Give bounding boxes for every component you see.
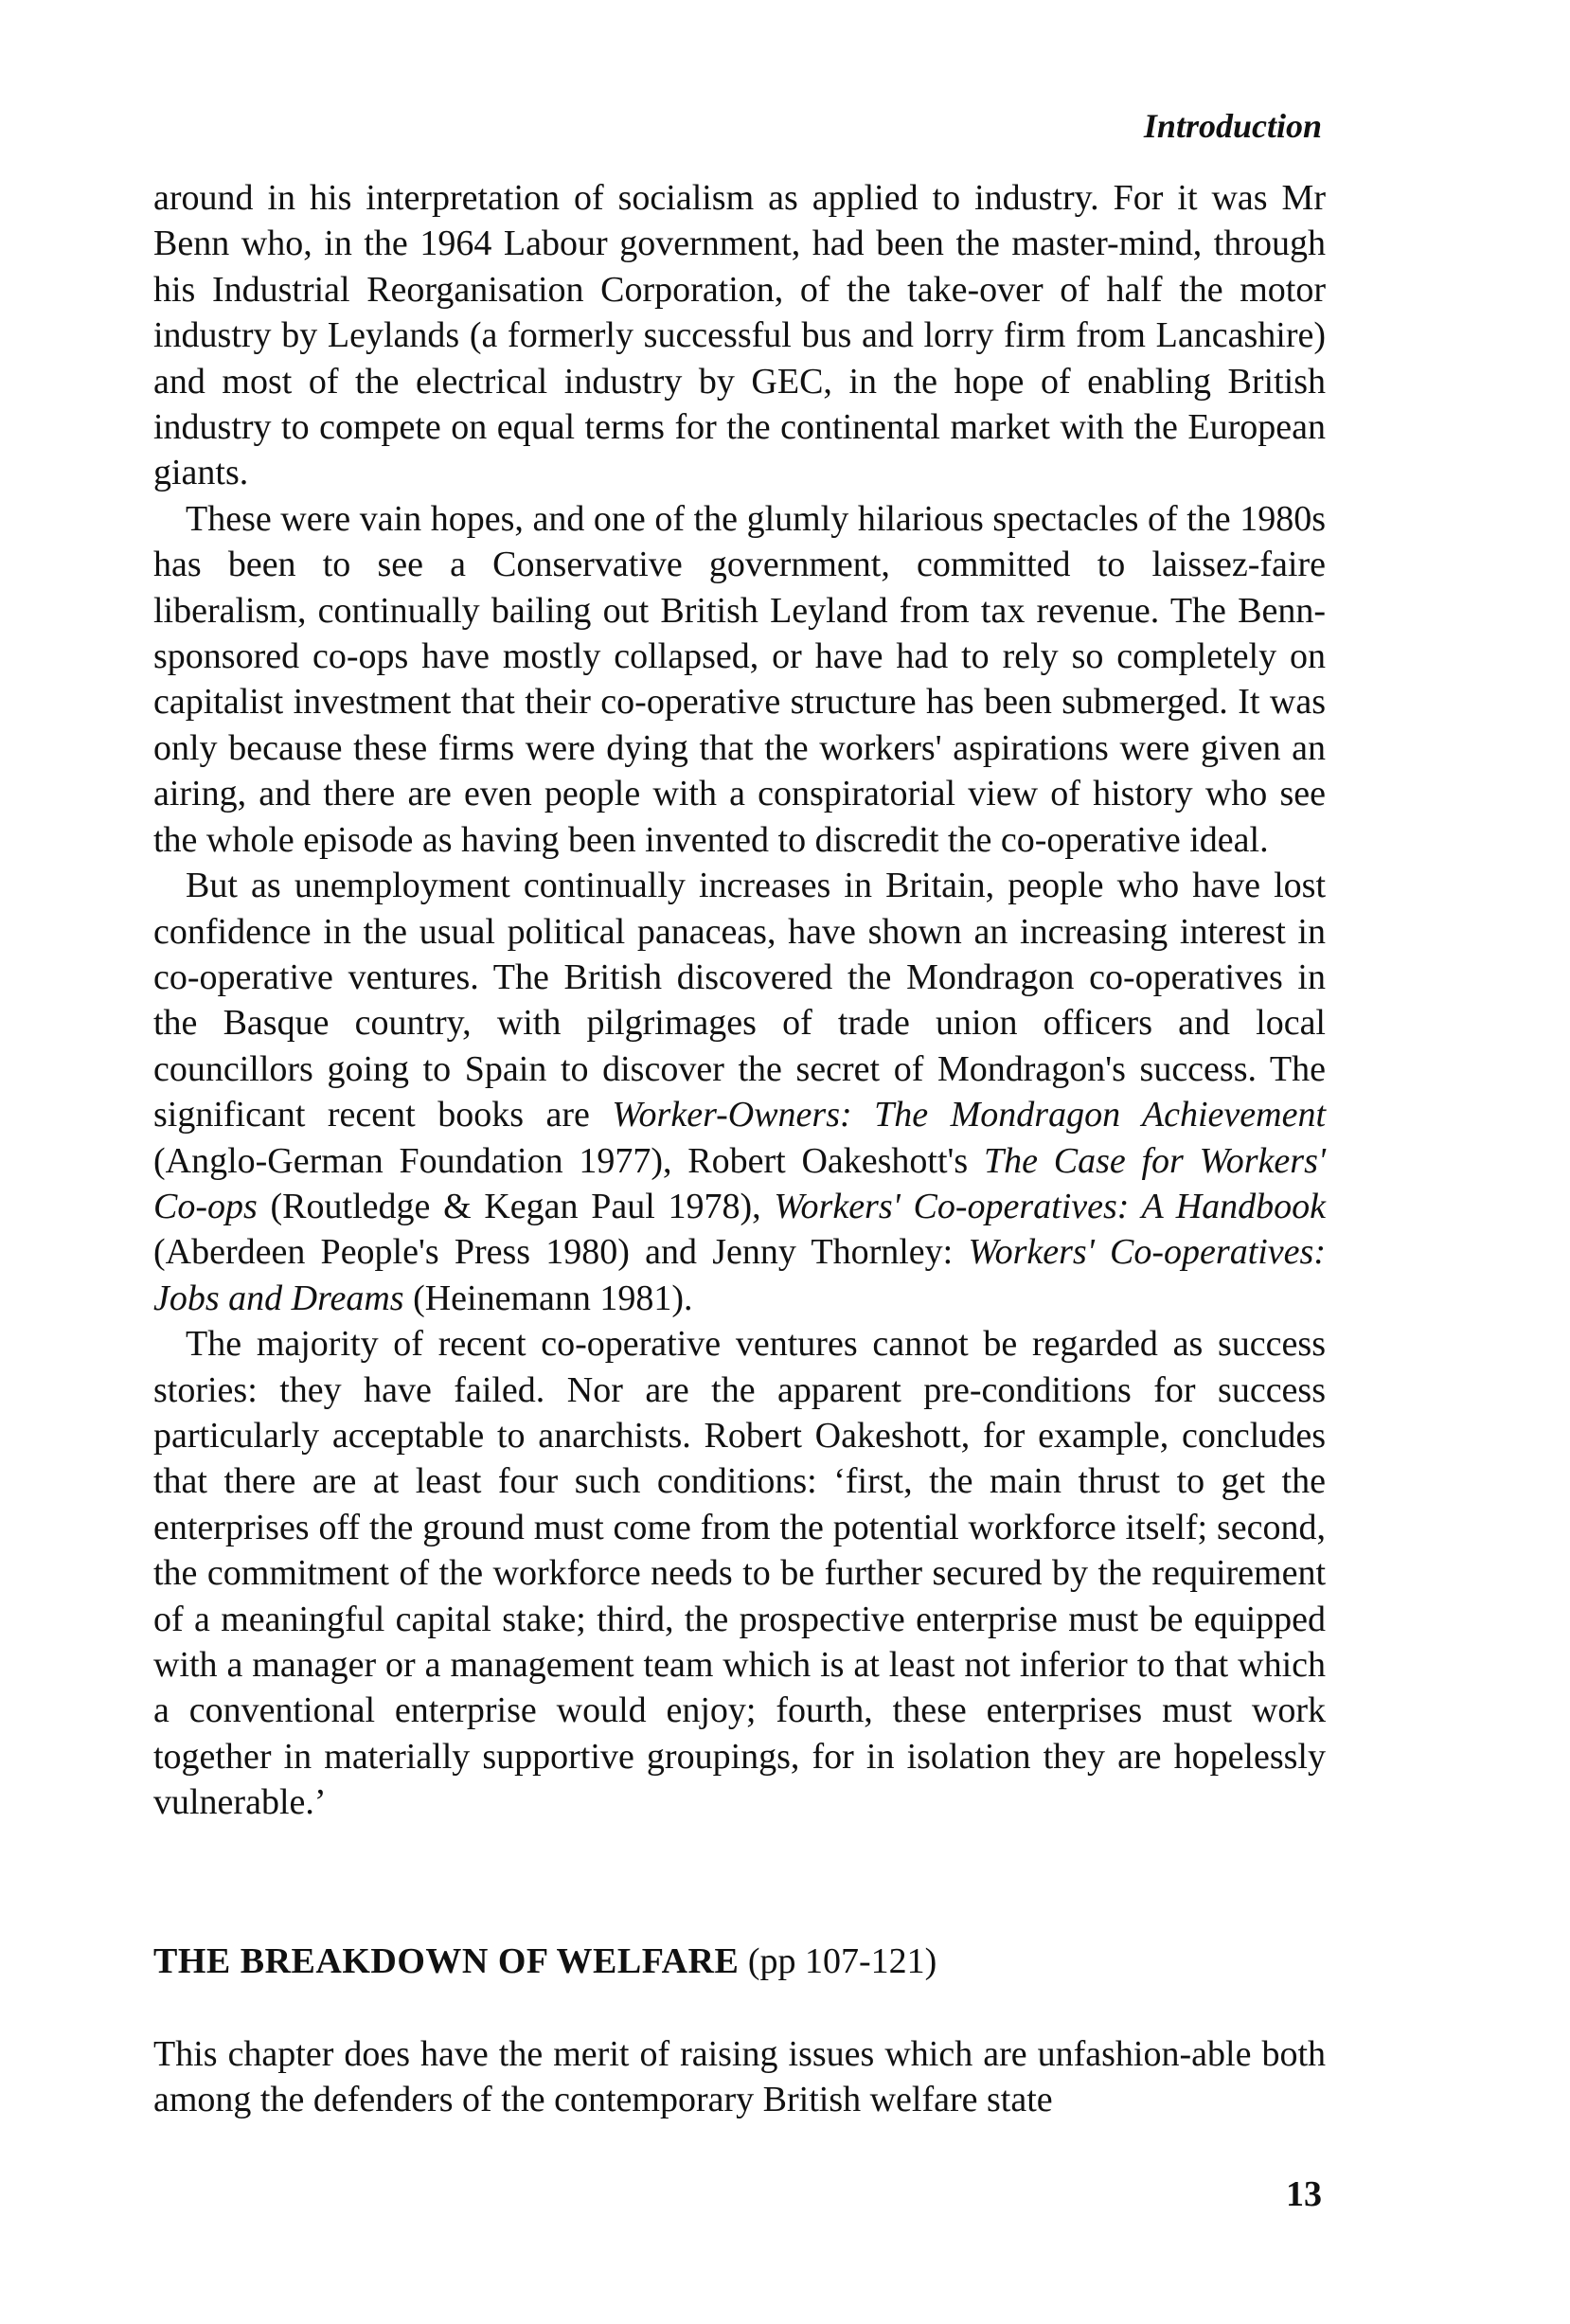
section-text (153, 2031, 1326, 2123)
paragraph-3 (153, 863, 1326, 1321)
section-paragraph-1: This chapter does have the merit of raising issues which are unfashion-able both among the defenders of the contemporary British welfare state (153, 2034, 1326, 2120)
paragraph-3-text-2: (Anglo-German Foundation 1977), Robert Oakeshott's (153, 1140, 984, 1181)
section-title: THE BREAKDOWN OF WELFARE (153, 1941, 740, 1981)
book-title-workers-cooperatives-handbook: Workers' Co-operatives: A Handbook (774, 1186, 1326, 1226)
section-heading (153, 1939, 937, 1984)
book-title-case-for-workers-coops: The Case for Workers' Co-ops (153, 1140, 1326, 1226)
book-title-jobs-and-dreams: Workers' Co-operatives: Jobs and Dreams (153, 1232, 1326, 1318)
book-title-worker-owners: Worker-Owners: The Mondragon Achievement (612, 1095, 1326, 1135)
paragraph-2: These were vain hopes, and one of the glumly hilarious spectacles of the 1980s has been to see a Conservative government, committed to laissez-faire liberalism, continually bailing out British Leyland from tax revenue. The Benn-sponsored co-ops have mostly collapsed, or have had to rely so completely on capitalist investment that their co-operative structure has been submerged. It was only because these firms were dying that the workers' aspirations were given an airing, and there are even people with a conspiratorial view of history who see the whole episode as having been invented to discredit the co-operative ideal. (153, 498, 1326, 860)
paragraph-3-text-3: (Routledge & Kegan Paul 1978), (257, 1186, 775, 1226)
main-text (153, 175, 1326, 1826)
page-number: 13 (1286, 2174, 1322, 2214)
paragraph-1: around in his interpretation of socialism as applied to industry. For it was Mr Benn who, in the 1964 Labour government, had been the master-mind, through his Industrial Reorganisation Corporation, of the take-over of half the motor industry by Leylands (a formerly successful bus and lorry firm from Lancashire) and most of the electrical industry by GEC, in the hope of enabling British industry to compete on equal terms for the continental market with the European giants. (153, 178, 1326, 493)
paragraph-3-text-5: (Heinemann 1981). (403, 1278, 693, 1318)
paragraph-3-text-4: (Aberdeen People's Press 1980) and Jenny Thornley: (153, 1232, 969, 1273)
paragraph-3-text-1: But as unemployment continually increases in Britain, people who have lost confidence in the usual political panaceas, have shown an increasing interest in co-operative ventures. The British discovered the Mondragon co-operatives in the Basque country, with pilgrimages of trade union officers and local councillors going to Spain to discover the secret of Mondragon's success. The significant recent books are (153, 866, 1326, 1135)
paragraph-4: The majority of recent co-operative ventures cannot be regarded as success stories: they have failed. Nor are the apparent pre-conditions for success particularly acceptable to anarchists. Robert Oakeshott, for example, concludes that there are at least four such conditions: ‘first, the main thrust to get the enterprises off the ground must come from the potential workforce itself; second, the commitment of the workforce needs to be further secured by the requirement of a meaningful capital stake; third, the prospective enterprise must be equipped with a manager or a management team which is at least not inferior to that which a conventional enterprise would enjoy; fourth, these enterprises must work together in materially supportive groupings, for in isolation they are hopelessly vulnerable.’ (153, 1324, 1326, 1823)
section-pages: (pp 107-121) (747, 1941, 937, 1981)
running-header: Introduction (1143, 107, 1322, 145)
